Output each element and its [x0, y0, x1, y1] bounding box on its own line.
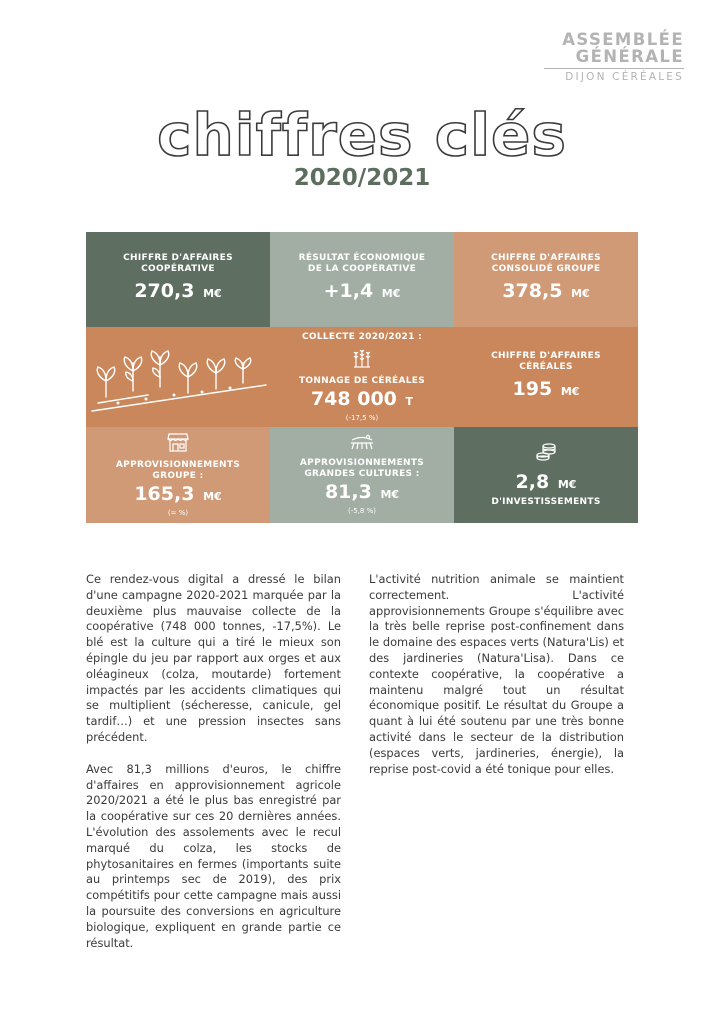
tile-appro-groupe — [86, 427, 270, 523]
shop-icon — [167, 432, 189, 456]
tile-label: RÉSULTAT ÉCONOMIQUE — [298, 253, 426, 263]
text-column-left — [86, 572, 341, 967]
page-title: chiffres clés — [157, 101, 567, 169]
tile-label: GROUPE : — [152, 471, 204, 481]
tile-value: 378,5 M€ — [502, 280, 590, 302]
tile-resultat — [270, 232, 454, 327]
tile-appro-gc — [270, 427, 454, 523]
paragraph: L'activité nutrition animale se maintient correctement. L'activité approvisionnements Groupe s'équilibre avec la très belle reprise post-confinement dans le domaine des espaces verts (Natura'Lis) et des jardineries (Natura'Lisa). Dans ce contexte coopérative, la coopérative a maintenu malgré tout un résultat économique positif. Le résultat du Groupe a quant à lui été soutenu par une très bonne activité dans le secteur de la distribution (espaces verts, jardineries, énergie), la reprise post-covid a été tonique pour elles. — [369, 572, 624, 776]
field-icon — [350, 434, 374, 454]
tile-label: DE LA COOPÉRATIVE — [307, 264, 417, 274]
tile-label: APPROVISIONNEMENTS — [299, 458, 425, 468]
tile-ca-groupe — [454, 232, 638, 327]
tile-label: GRANDES CULTURES : — [304, 469, 420, 479]
tile-label: D'INVESTISSEMENTS — [491, 497, 601, 507]
tile-value: 81,3 M€ — [324, 481, 400, 503]
seedlings-icon — [86, 327, 270, 427]
tile-label: TONNAGE DE CÉRÉALES — [298, 375, 426, 386]
tile-value: 270,3 M€ — [134, 280, 222, 302]
tile-label: COOPÉRATIVE — [141, 264, 215, 274]
tile-label: CÉRÉALES — [519, 361, 573, 372]
tile-heading: COLLECTE 2020/2021 : — [301, 331, 423, 342]
tile-ca-cooperative — [86, 232, 270, 327]
brand-line-2: GÉNÉRALE — [575, 47, 684, 66]
page-subtitle: 2020/2021 — [293, 165, 431, 191]
tile-label: APPROVISIONNEMENTS — [115, 460, 241, 470]
tile-label: CHIFFRE D'AFFAIRES — [491, 350, 601, 361]
tile-investissements — [454, 427, 638, 523]
tile-note: (-17,5 %) — [345, 413, 379, 422]
tile-value: 195 M€ — [512, 377, 580, 400]
tile-value: +1,4 M€ — [323, 280, 401, 302]
tile-note: (-5,8 %) — [348, 507, 376, 515]
brand-line-1: ASSEMBLÉE — [562, 30, 684, 49]
key-figures-grid — [86, 232, 638, 523]
brand-logo — [544, 31, 684, 83]
tile-label: CONSOLIDÉ GROUPE — [491, 264, 601, 274]
paragraph: Avec 81,3 millions d'euros, le chiffre d'affaires en approvisionnement agricole 2020/2021 a été le plus bas enregistré par la coopérative sur ces 20 dernières années. L'évolution des assolements avec le recul marqué du colza, les stocks de phytosanitaires en fermes (importants suite au printemps sec de 2019), des prix compétitifs pour cette campagne mais aussi la poursuite des conversions en agriculture biologique, expliquent en grande partie ce résultat. — [86, 761, 341, 950]
tile-value: 165,3 M€ — [134, 483, 222, 505]
text-column-right — [369, 572, 624, 793]
tile-label: CHIFFRE D'AFFAIRES — [123, 253, 233, 263]
brand-line-3: DIJON CÉRÉALES — [544, 68, 684, 83]
tile-collecte — [270, 327, 454, 427]
coins-icon — [535, 442, 557, 466]
tile-ca-cereales — [454, 327, 638, 427]
paragraph: Ce rendez-vous digital a dressé le bilan d'une campagne 2020-2021 marquée par la deuxième plus mauvaise collecte de la coopérative (748 000 tonnes, -17,5%). Le blé est la culture qui a tiré le mieux son épingle du jeu par rapport aux orges et aux oléagineux (colza, moutarde) fortement impactés par les accidents climatiques qui se multiplient (sécheresse, canicule, gel tardif…) et une pression insectes sans précédent. — [86, 572, 341, 744]
wheat-icon — [352, 346, 372, 372]
tile-note: (= %) — [167, 509, 189, 517]
tile-label: CHIFFRE D'AFFAIRES — [491, 253, 601, 263]
tile-value: 2,8 M€ — [515, 471, 577, 493]
tile-value: 748 000 T — [310, 387, 414, 410]
